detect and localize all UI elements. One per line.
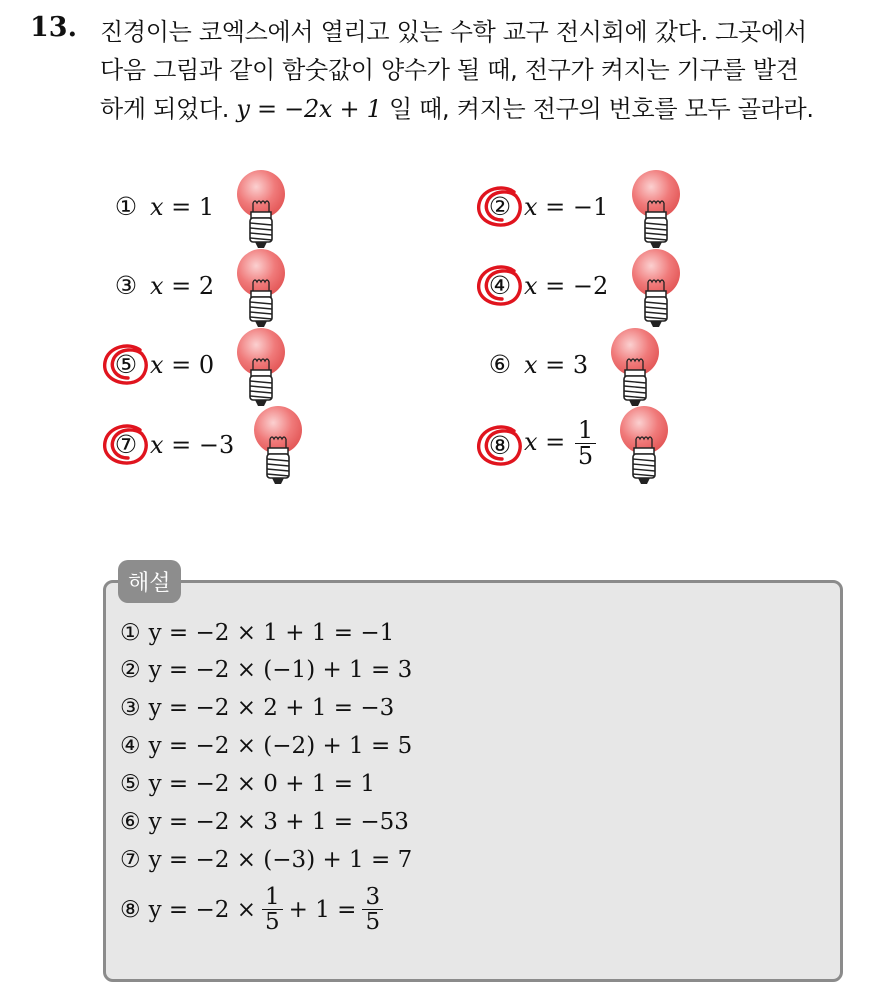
choice-number: ⑦ (106, 430, 146, 459)
solution-line-7: ⑦ y = −2 × (−3) + 1 = 7 (120, 847, 413, 873)
bulb-icon (607, 326, 663, 408)
solution-line-1: ① y = −2 × 1 + 1 = −1 (120, 620, 395, 646)
bulb-icon (233, 247, 289, 329)
choice-number: ③ (114, 271, 138, 300)
red-circle-mark-icon (100, 422, 152, 468)
choice-number: ① (114, 192, 138, 221)
choice-5[interactable] (106, 350, 214, 379)
bulb-icon (250, 404, 306, 486)
choice-2[interactable] (480, 192, 608, 221)
choice-1[interactable] (106, 192, 214, 221)
choice-4[interactable] (480, 271, 608, 300)
solution-line-2: ② y = −2 × (−1) + 1 = 3 (120, 657, 413, 683)
solution-line-5: ⑤ y = −2 × 0 + 1 = 1 (120, 771, 375, 797)
choice-7[interactable] (106, 430, 234, 459)
problem-number: 13. (30, 12, 77, 43)
problem-line-3-suffix: 일 때, 켜지는 전구의 번호를 모두 골라라. (388, 95, 814, 123)
problem-line-2: 다음 그림과 같이 함숫값이 양수가 될 때, 전구가 켜지는 기구를 발견 (100, 56, 799, 84)
choice-6[interactable] (480, 350, 588, 379)
red-circle-mark-icon (474, 184, 526, 230)
choice-number: ⑧ (480, 431, 520, 460)
choice-number: ④ (480, 271, 520, 300)
choice-3[interactable] (106, 271, 214, 300)
fraction: $\frac{1}{5}$ (575, 418, 596, 469)
solution-line-4: ④ y = −2 × (−2) + 1 = 5 (120, 733, 413, 759)
bulb-icon (628, 247, 684, 329)
problem-line-3-prefix: 하게 되었다. (100, 95, 230, 123)
choice-equation: x = 1 (150, 192, 215, 221)
choice-equation: x = 2 (150, 271, 215, 300)
fraction: $\frac{1}{5}$ (262, 885, 283, 934)
choice-8[interactable] (480, 418, 598, 469)
choice-equation: x = 0 (150, 350, 215, 379)
solution-line-6: ⑥ y = −2 × 3 + 1 = −53 (120, 809, 409, 835)
function-expression: y = −2x + 1 (236, 95, 382, 123)
problem-line-1: 진경이는 코엑스에서 열리고 있는 수학 교구 전시회에 갔다. 그곳에서 (100, 18, 807, 46)
choice-equation: x = −2 (524, 271, 609, 300)
bulb-icon (628, 168, 684, 250)
choice-number: ⑥ (488, 350, 512, 379)
solution-line-3: ③ y = −2 × 2 + 1 = −3 (120, 695, 395, 721)
choice-equation: x = $\frac{1}{5}$ (524, 418, 598, 469)
solution-tag: 해설 (118, 560, 181, 603)
solution-line-8: ⑧ y = −2 × $\frac{1}{5}$ + 1 = $\frac{3}{5}$ (120, 885, 389, 934)
fraction: $\frac{3}{5}$ (362, 885, 383, 934)
choice-number: ⑤ (106, 350, 146, 379)
bulb-icon (616, 404, 672, 486)
choice-equation: x = −3 (150, 430, 235, 459)
red-circle-mark-icon (474, 423, 526, 469)
choice-number: ② (480, 192, 520, 221)
choice-equation: x = −1 (524, 192, 609, 221)
red-circle-mark-icon (100, 342, 152, 388)
bulb-icon (233, 326, 289, 408)
bulb-icon (233, 168, 289, 250)
choice-equation: x = 3 (524, 350, 589, 379)
red-circle-mark-icon (474, 263, 526, 309)
